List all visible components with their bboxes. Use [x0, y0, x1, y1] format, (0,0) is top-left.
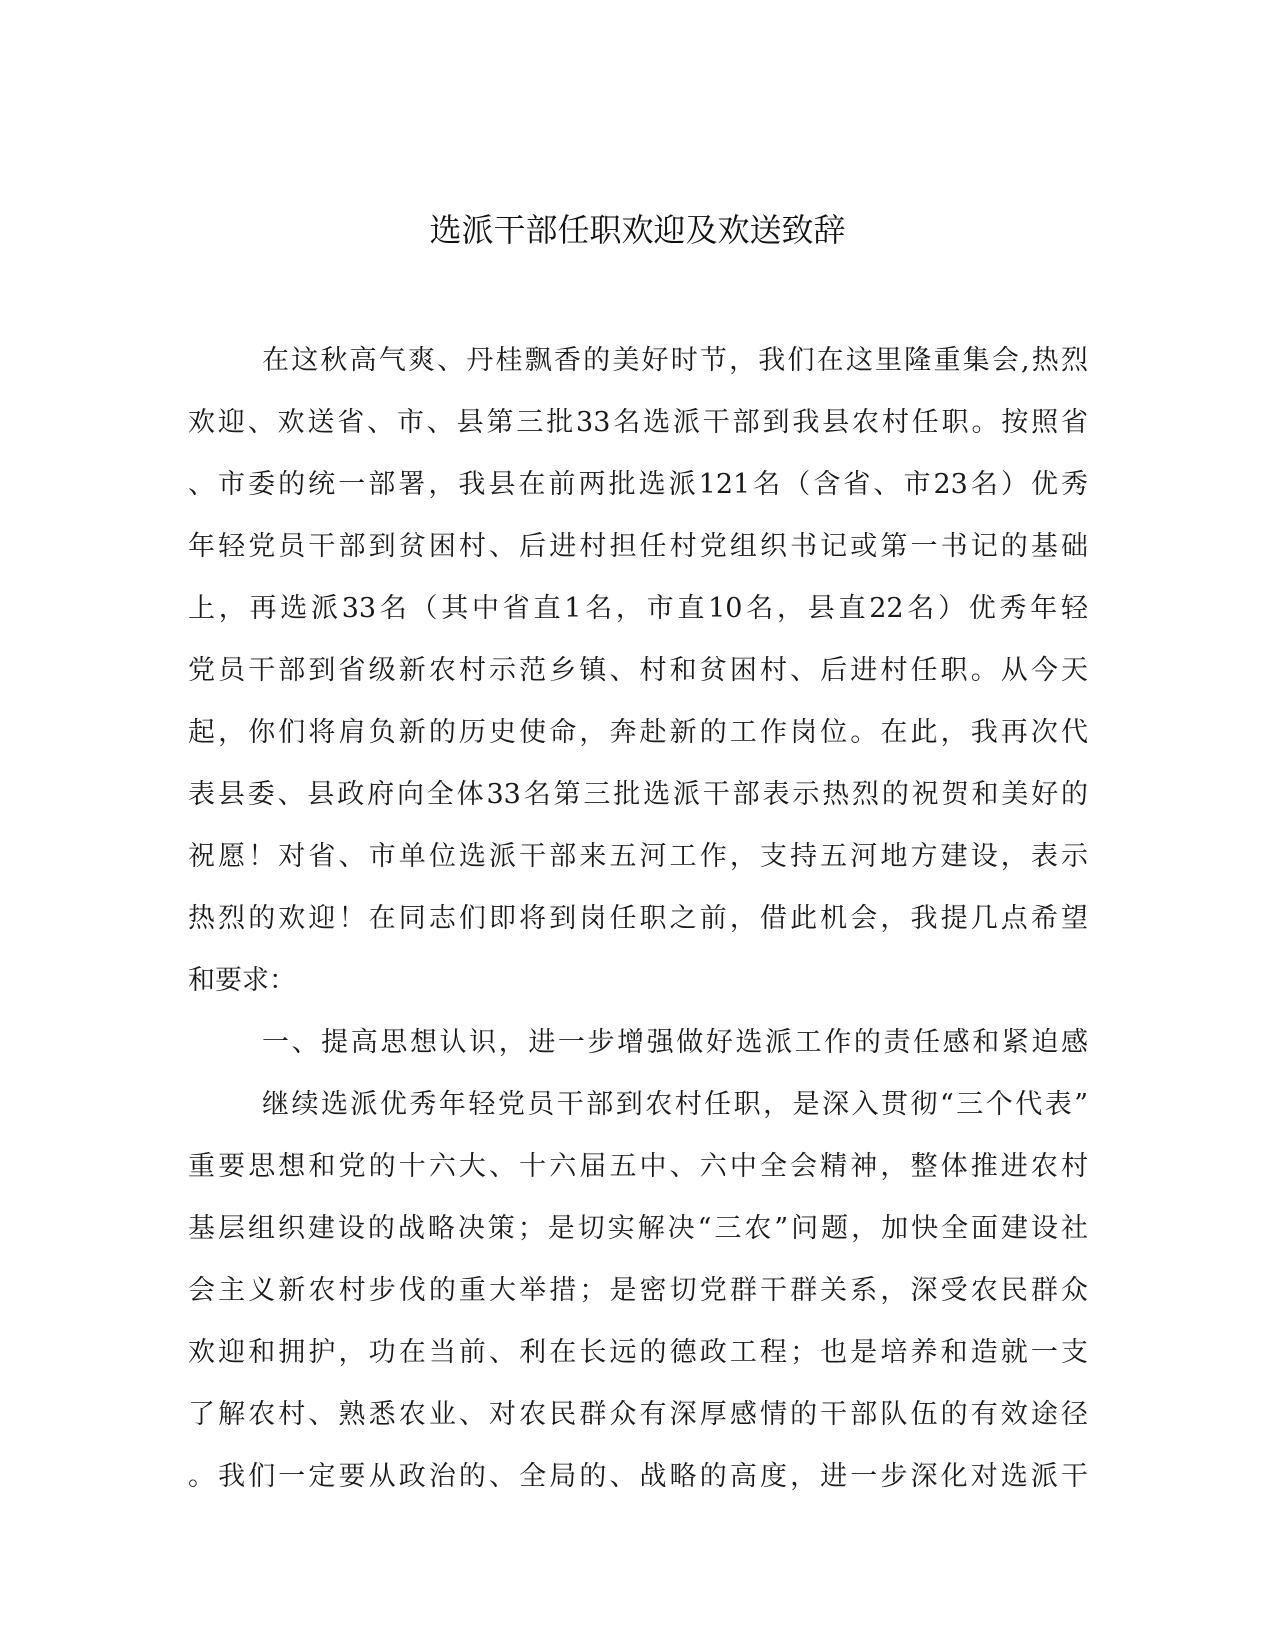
text-line: 祝愿！对省、市单位选派干部来五河工作，支持五河地方建设，表示 — [188, 841, 1088, 872]
text-line: 上，再选派33名（其中省直1名，市直10名，县直22名）优秀年轻 — [188, 593, 1088, 624]
text-line: 了解农村、熟悉农业、对农民群众有深厚感情的干部队伍的有效途径 — [188, 1399, 1088, 1430]
document-title: 选派干部任职欢迎及欢送致辞 — [429, 211, 846, 249]
text-line: 会主义新农村步伐的重大举措；是密切党群干群关系，深受农民群众 — [188, 1275, 1088, 1306]
text-line: 和要求： — [188, 965, 296, 996]
text-line: 。我们一定要从政治的、全局的、战略的高度，进一步深化对选派干 — [188, 1461, 1088, 1492]
text-line: 、市委的统一部署，我县在前两批选派121名（含省、市23名）优秀 — [188, 469, 1088, 500]
text-line: 在这秋高气爽、丹桂飘香的美好时节，我们在这里隆重集会,热烈 — [262, 345, 1088, 376]
text-line: 年轻党员干部到贫困村、后进村担任村党组织书记或第一书记的基础 — [188, 531, 1088, 562]
text-line: 基层组织建设的战略决策；是切实解决“三农”问题，加快全面建设社 — [188, 1213, 1088, 1244]
text-line: 欢迎、欢送省、市、县第三批33名选派干部到我县农村任职。按照省 — [188, 407, 1088, 438]
text-line: 欢迎和拥护，功在当前、利在长远的德政工程；也是培养和造就一支 — [188, 1337, 1088, 1368]
text-line: 表县委、县政府向全体33名第三批选派干部表示热烈的祝贺和美好的 — [188, 779, 1088, 810]
document-body — [188, 330, 1088, 1508]
text-line: 继续选派优秀年轻党员干部到农村任职，是深入贯彻“三个代表” — [262, 1089, 1088, 1120]
text-line: 党员干部到省级新农村示范乡镇、村和贫困村、后进村任职。从今天 — [188, 655, 1088, 686]
text-line: 重要思想和党的十六大、十六届五中、六中全会精神，整体推进农村 — [188, 1151, 1088, 1182]
text-line: 起，你们将肩负新的历史使命，奔赴新的工作岗位。在此，我再次代 — [188, 717, 1088, 748]
text-line: 热烈的欢迎！在同志们即将到岗任职之前，借此机会，我提几点希望 — [188, 903, 1088, 934]
text-line: 一、提高思想认识，进一步增强做好选派工作的责任感和紧迫感 — [262, 1027, 1088, 1058]
